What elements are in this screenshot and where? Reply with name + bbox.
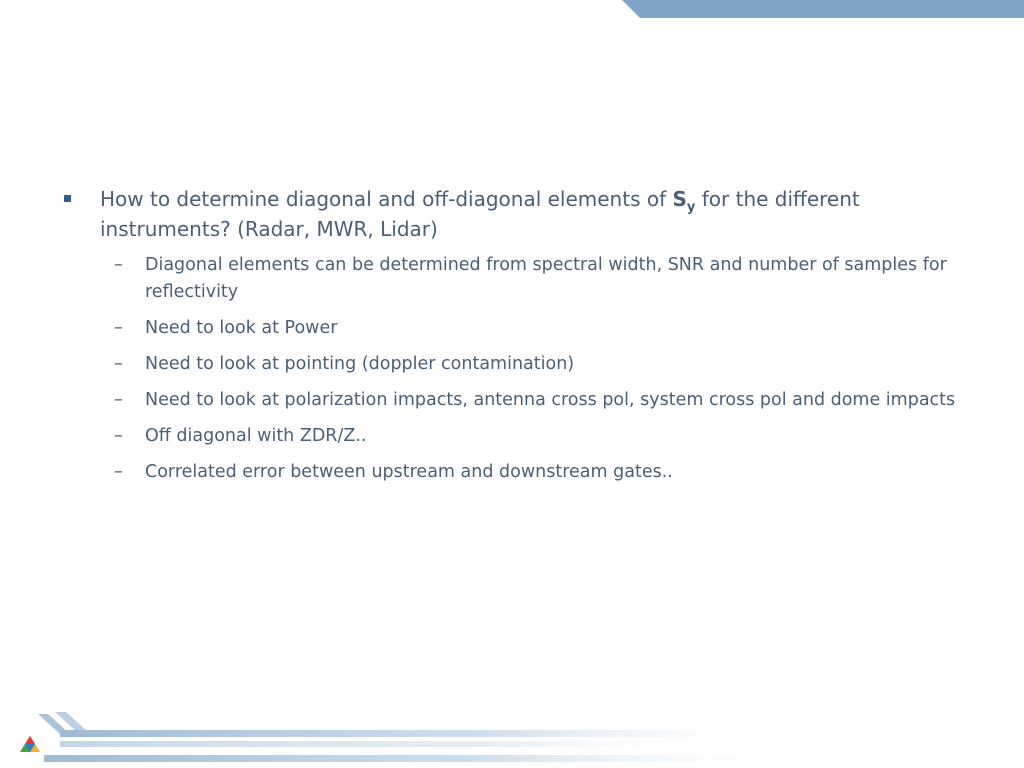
footer-stripe-lower (44, 755, 824, 762)
sub-bullet-text: Correlated error between upstream and downstream gates.. (145, 462, 673, 482)
dash-bullet: – (114, 390, 123, 410)
sub-bullet-text: Off diagonal with ZDR/Z.. (145, 426, 367, 446)
dash-bullet: – (114, 354, 123, 374)
sub-bullet (114, 315, 970, 342)
sy-letter: S (672, 187, 687, 211)
main-bullet-text-after: for the different instruments? (Radar, MWR, Lidar) (100, 187, 860, 241)
main-bullet-text-before: How to determine diagonal and off-diagonal elements of (100, 187, 673, 211)
sub-bullet-text: Need to look at polarization impacts, antenna cross pol, system cross pol and dome impacts (145, 390, 956, 410)
footer-stripe-upper (60, 730, 820, 737)
triangle-logo-icon (20, 736, 40, 752)
sub-bullet (114, 423, 970, 450)
sub-bullet (114, 387, 970, 414)
dash-bullet: – (114, 255, 123, 275)
footer-stripe-middle (60, 741, 780, 747)
sub-bullet-text: Need to look at Power (145, 318, 338, 338)
sub-bullet (114, 351, 970, 378)
sub-bullet (114, 459, 970, 486)
slide-content (60, 184, 970, 495)
dash-bullet: – (114, 462, 123, 482)
top-accent-bar (0, 0, 1024, 18)
sub-bullet-list (60, 252, 970, 486)
sub-bullet (114, 252, 970, 306)
sub-bullet-text: Diagonal elements can be determined from spectral width, SNR and number of samples for reflectivity (145, 255, 947, 302)
dash-bullet: – (114, 426, 123, 446)
sub-bullet-text: Need to look at pointing (doppler contamination) (145, 354, 575, 374)
sy-subscript: y (686, 200, 696, 215)
footer-stripes-logo (0, 708, 1024, 768)
square-bullet-icon (64, 195, 71, 202)
dash-bullet: – (114, 318, 123, 338)
main-bullet (60, 184, 970, 244)
sy-symbol (672, 187, 696, 215)
